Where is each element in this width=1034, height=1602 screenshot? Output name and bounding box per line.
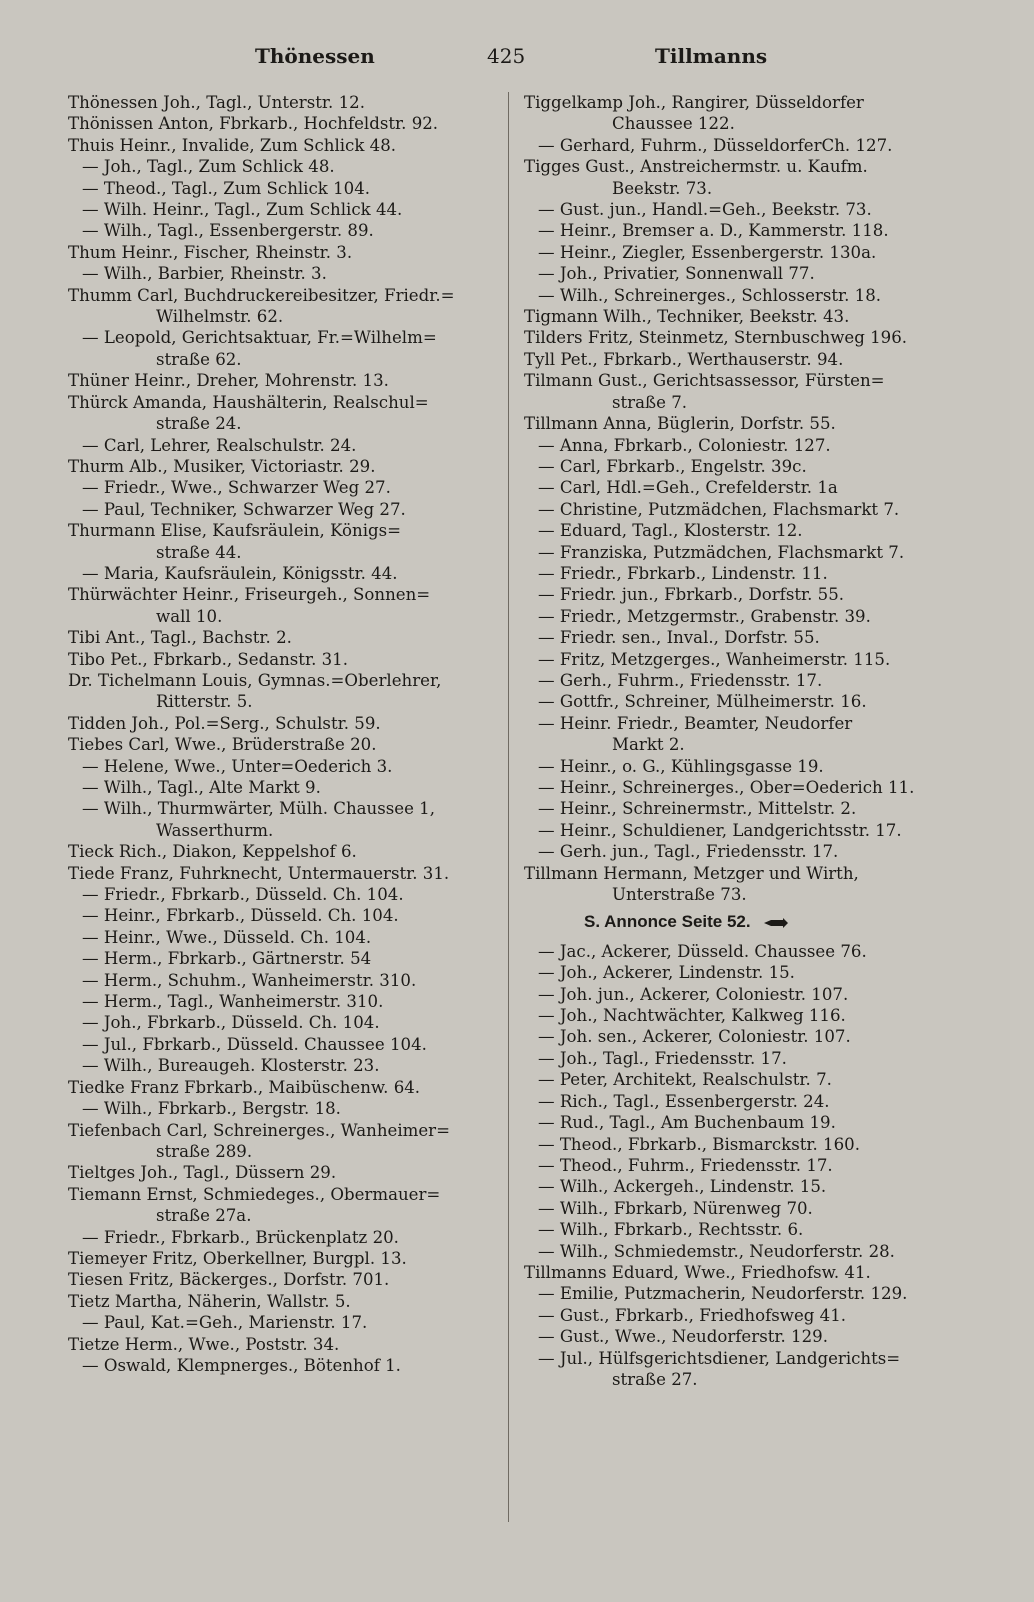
directory-entry	[524, 1155, 976, 1176]
directory-entry	[68, 220, 506, 241]
directory-entry	[524, 1198, 976, 1219]
entry-continuation: straße 27a.	[156, 1206, 252, 1226]
directory-entry	[524, 984, 976, 1005]
directory-entry	[524, 756, 976, 777]
directory-entry	[524, 941, 976, 962]
directory-entry	[68, 991, 506, 1012]
right-column-bottom	[524, 941, 976, 1391]
entry-line: — Paul, Techniker, Schwarzer Weg 27.	[82, 499, 406, 519]
entry-line: — Theod., Tagl., Zum Schlick 104.	[82, 178, 371, 198]
entry-line: Tidden Joh., Pol.=Serg., Schulstr. 59.	[68, 713, 381, 733]
entry-line: — Helene, Wwe., Unter=Oederich 3.	[82, 756, 393, 776]
entry-line: — Heinr., Fbrkarb., Düsseld. Ch. 104.	[82, 906, 399, 926]
directory-entry	[524, 798, 976, 819]
directory-entry	[68, 327, 506, 370]
annonce-text: S. Annonce Seite 52.	[584, 912, 751, 932]
directory-entry	[524, 1134, 976, 1155]
directory-entry	[524, 199, 976, 220]
entry-line: — Wilh., Bureaugeh. Klosterstr. 23.	[82, 1056, 380, 1076]
directory-entry	[524, 456, 976, 477]
directory-entry	[68, 948, 506, 969]
entry-line: Tibo Pet., Fbrkarb., Sedanstr. 31.	[68, 649, 349, 669]
entry-line: — Joh., Tagl., Friedensstr. 17.	[538, 1048, 787, 1068]
directory-entry	[524, 713, 976, 756]
directory-entry	[68, 1034, 506, 1055]
directory-entry	[68, 756, 506, 777]
entry-line: Thürwächter Heinr., Friseurgeh., Sonnen=	[68, 585, 431, 605]
directory-entry	[524, 1005, 976, 1026]
directory-entry	[524, 1241, 976, 1262]
directory-entry	[524, 627, 976, 648]
directory-entry	[68, 927, 506, 948]
page-header	[0, 44, 1034, 74]
entry-continuation: Wasserthurm.	[156, 820, 274, 840]
entry-line: — Leopold, Gerichtsaktuar, Fr.=Wilhelm=	[82, 328, 437, 348]
directory-entry	[68, 135, 506, 156]
right-column	[524, 92, 976, 1390]
entry-line: — Heinr., Schreinerges., Ober=Oederich 11.	[538, 778, 915, 797]
directory-entry	[524, 1305, 976, 1326]
entry-line: — Friedr., Fbrkarb., Düsseld. Ch. 104.	[82, 885, 404, 905]
entry-line: — Herm., Schuhm., Wanheimerstr. 310.	[82, 970, 417, 990]
directory-entry	[68, 627, 506, 648]
entry-continuation: Unterstraße 73.	[612, 885, 747, 905]
directory-entry	[68, 841, 506, 862]
entry-line: Tillmann Hermann, Metzger und Wirth,	[524, 863, 859, 883]
entry-line: — Friedr. jun., Fbrkarb., Dorfstr. 55.	[538, 585, 845, 605]
entry-line: — Theod., Fbrkarb., Bismarckstr. 160.	[538, 1134, 860, 1154]
directory-entry	[524, 606, 976, 627]
entry-line: — Friedr., Fbrkarb., Lindenstr. 11.	[538, 563, 828, 583]
entry-line: Tiedke Franz Fbrkarb., Maibüschenw. 64.	[68, 1077, 421, 1097]
entry-line: — Jac., Ackerer, Düsseld. Chaussee 76.	[538, 941, 867, 961]
directory-entry	[524, 1326, 976, 1347]
entry-line: Thuis Heinr., Invalide, Zum Schlick 48.	[68, 135, 397, 155]
entry-line: — Christine, Putzmädchen, Flachsmarkt 7.	[538, 499, 900, 519]
entry-line: — Rud., Tagl., Am Buchenbaum 19.	[538, 1113, 836, 1133]
directory-entry	[68, 1334, 506, 1355]
directory-entry	[524, 670, 976, 691]
directory-entry	[68, 563, 506, 584]
entry-line: — Friedr., Metzgermstr., Grabenstr. 39.	[538, 606, 871, 626]
entry-line: Tieck Rich., Diakon, Keppelshof 6.	[68, 842, 357, 862]
entry-continuation: straße 62.	[156, 349, 242, 369]
directory-entry	[524, 285, 976, 306]
entry-line: Thüner Heinr., Dreher, Mohrenstr. 13.	[68, 371, 389, 391]
entry-continuation: straße 27.	[612, 1369, 698, 1389]
directory-entry	[68, 1312, 506, 1333]
directory-entry	[68, 863, 506, 884]
directory-entry	[524, 1091, 976, 1112]
entry-line: Thurm Alb., Musiker, Victoriastr. 29.	[68, 456, 376, 476]
entry-line: — Heinr., Schuldiener, Landgerichtsstr. 17.	[538, 820, 902, 840]
entry-continuation: Chaussee 122.	[612, 114, 735, 134]
directory-entry	[68, 905, 506, 926]
entry-line: — Carl, Hdl.=Geh., Crefelderstr. 1a	[538, 478, 838, 498]
left-column	[68, 92, 506, 1376]
entry-line: — Anna, Fbrkarb., Coloniestr. 127.	[538, 435, 831, 455]
entry-line: — Carl, Fbrkarb., Engelstr. 39c.	[538, 456, 807, 476]
directory-entry	[68, 1077, 506, 1098]
directory-entry	[68, 435, 506, 456]
directory-entry	[524, 542, 976, 563]
directory-entry	[524, 1048, 976, 1069]
directory-entry	[524, 242, 976, 263]
directory-entry	[524, 327, 976, 348]
entry-line: — Heinr., o. G., Kühlingsgasse 19.	[538, 756, 824, 776]
entry-line: — Wilh., Fbrkarb, Nürenweg 70.	[538, 1198, 813, 1218]
entry-line: — Wilh. Heinr., Tagl., Zum Schlick 44.	[82, 200, 403, 220]
directory-entry	[524, 820, 976, 841]
entry-continuation: straße 7.	[612, 392, 688, 412]
directory-entry	[68, 285, 506, 328]
entry-continuation: Ritterstr. 5.	[156, 692, 253, 712]
entry-line: Thumm Carl, Buchdruckereibesitzer, Friedr.=	[68, 285, 455, 305]
entry-line: — Gust., Fbrkarb., Friedhofsweg 41.	[538, 1305, 847, 1325]
entry-line: Tigges Gust., Anstreichermstr. u. Kaufm.	[524, 157, 868, 177]
entry-line: Tiebes Carl, Wwe., Brüderstraße 20.	[68, 735, 377, 755]
directory-entry	[524, 92, 976, 135]
entry-line: — Friedr. sen., Inval., Dorfstr. 55.	[538, 628, 820, 648]
entry-line: Tigmann Wilh., Techniker, Beekstr. 43.	[524, 307, 850, 327]
entry-line: Tietz Martha, Näherin, Wallstr. 5.	[68, 1291, 351, 1311]
entry-line: — Herm., Fbrkarb., Gärtnerstr. 54	[82, 949, 372, 969]
directory-entry	[524, 135, 976, 156]
directory-entry	[524, 1069, 976, 1090]
entry-line: Tiefenbach Carl, Schreinerges., Wanheimer=	[68, 1120, 451, 1140]
entry-line: Thurmann Elise, Kaufsräulein, Königs=	[68, 521, 402, 541]
entry-line: — Wilh., Schreinerges., Schlosserstr. 18.	[538, 285, 882, 305]
entry-line: Thum Heinr., Fischer, Rheinstr. 3.	[68, 242, 353, 262]
entry-line: — Heinr., Ziegler, Essenbergerstr. 130a.	[538, 242, 877, 262]
directory-entry	[68, 1120, 506, 1163]
entry-line: — Wilh., Fbrkarb., Bergstr. 18.	[82, 1099, 341, 1119]
directory-entry	[68, 1162, 506, 1183]
entry-line: — Heinr., Wwe., Düsseld. Ch. 104.	[82, 927, 372, 947]
header-left-keyword: Thönessen	[255, 44, 375, 68]
entry-line: — Wilh., Fbrkarb., Rechtsstr. 6.	[538, 1220, 804, 1240]
entry-line: Tillmanns Eduard, Wwe., Friedhofsw. 41.	[524, 1262, 871, 1282]
entry-line: — Jul., Hülfsgerichtsdiener, Landgerichts=	[538, 1348, 901, 1368]
directory-entry	[524, 962, 976, 983]
directory-entry	[68, 456, 506, 477]
entry-line: — Emilie, Putzmacherin, Neudorferstr. 129.	[538, 1284, 908, 1304]
directory-entry	[524, 1219, 976, 1240]
directory-entry	[68, 713, 506, 734]
directory-entry	[524, 649, 976, 670]
entry-line: Tilders Fritz, Steinmetz, Sternbuschweg 196.	[524, 328, 908, 348]
entry-line: Tiesen Fritz, Bäckerges., Dorfstr. 701.	[68, 1270, 390, 1290]
directory-entry	[68, 970, 506, 991]
entry-line: — Heinr., Bremser a. D., Kammerstr. 118.	[538, 221, 889, 241]
entry-line: — Friedr., Wwe., Schwarzer Weg 27.	[82, 478, 391, 498]
entry-continuation: Markt 2.	[612, 735, 685, 755]
page-number: 425	[487, 44, 526, 68]
directory-entry	[524, 1026, 976, 1047]
directory-entry	[68, 370, 506, 391]
directory-entry	[68, 520, 506, 563]
entry-continuation: Beekstr. 73.	[612, 178, 713, 198]
entry-line: — Wilh., Tagl., Essenbergerstr. 89.	[82, 221, 374, 241]
directory-entry	[524, 1176, 976, 1197]
directory-entry	[68, 1227, 506, 1248]
directory-entry	[524, 1112, 976, 1133]
entry-line: — Eduard, Tagl., Klosterstr. 12.	[538, 521, 803, 541]
entry-line: — Heinr., Schreinermstr., Mittelstr. 2.	[538, 799, 857, 819]
directory-entry	[68, 113, 506, 134]
entry-continuation: straße 44.	[156, 542, 242, 562]
entry-line: — Maria, Kaufsräulein, Königsstr. 44.	[82, 563, 398, 583]
entry-line: — Heinr. Friedr., Beamter, Neudorfer	[538, 713, 853, 733]
entry-line: — Franziska, Putzmädchen, Flachsmarkt 7.	[538, 542, 905, 562]
entry-line: — Wilh., Tagl., Alte Markt 9.	[82, 778, 321, 797]
entry-line: — Oswald, Klempnerges., Bötenhof 1.	[82, 1355, 401, 1375]
directory-entry	[68, 584, 506, 627]
entry-line: — Wilh., Ackergeh., Lindenstr. 15.	[538, 1177, 827, 1197]
directory-entry	[68, 92, 506, 113]
entry-line: — Gust. jun., Handl.=Geh., Beekstr. 73.	[538, 200, 872, 220]
directory-entry	[524, 156, 976, 199]
entry-line: Tilmann Gust., Gerichtsassessor, Fürsten=	[524, 371, 885, 391]
directory-entry	[68, 670, 506, 713]
directory-entry	[524, 1262, 976, 1283]
entry-line: — Jul., Fbrkarb., Düsseld. Chaussee 104.	[82, 1034, 427, 1054]
pointing-hand-icon	[763, 917, 789, 929]
right-column-top	[524, 92, 976, 905]
header-right-keyword: Tillmanns	[655, 44, 768, 68]
directory-entry	[68, 1055, 506, 1076]
directory-entry	[68, 156, 506, 177]
directory-entry	[524, 520, 976, 541]
entry-line: Tiede Franz, Fuhrknecht, Untermauerstr. 31.	[68, 863, 450, 883]
entry-line: — Wilh., Barbier, Rheinstr. 3.	[82, 264, 327, 284]
directory-entry	[68, 199, 506, 220]
entry-line: — Joh. sen., Ackerer, Coloniestr. 107.	[538, 1027, 851, 1047]
entry-line: — Joh. jun., Ackerer, Coloniestr. 107.	[538, 984, 849, 1004]
directory-entry	[524, 841, 976, 862]
directory-entry	[524, 413, 976, 434]
directory-entry	[524, 584, 976, 605]
entry-line: Tieltges Joh., Tagl., Düssern 29.	[68, 1163, 337, 1183]
entry-line: Tiggelkamp Joh., Rangirer, Düsseldorfer	[524, 93, 864, 112]
entry-line: — Paul, Kat.=Geh., Marienstr. 17.	[82, 1313, 368, 1333]
entry-line: Tiemann Ernst, Schmiedeges., Obermauer=	[68, 1184, 441, 1204]
directory-entry	[524, 263, 976, 284]
directory-entry	[68, 1269, 506, 1290]
directory-entry	[68, 1291, 506, 1312]
directory-entry	[524, 499, 976, 520]
entry-line: — Peter, Architekt, Realschulstr. 7.	[538, 1070, 832, 1090]
entry-line: — Gerh., Fuhrm., Friedensstr. 17.	[538, 670, 823, 690]
directory-entry	[524, 863, 976, 906]
entry-continuation: wall 10.	[156, 606, 223, 626]
entry-line: Tiemeyer Fritz, Oberkellner, Burgpl. 13.	[68, 1248, 407, 1268]
directory-entry	[68, 884, 506, 905]
annonce-notice	[524, 911, 976, 932]
entry-line: Tillmann Anna, Büglerin, Dorfstr. 55.	[524, 414, 836, 434]
entry-line: — Gerhard, Fuhrm., DüsseldorferCh. 127.	[538, 135, 893, 155]
entry-line: — Joh., Ackerer, Lindenstr. 15.	[538, 963, 795, 983]
directory-entry	[68, 499, 506, 520]
entry-continuation: straße 289.	[156, 1141, 253, 1161]
entry-line: — Wilh., Thurmwärter, Mülh. Chaussee 1,	[82, 799, 436, 819]
entry-line: — Theod., Fuhrm., Friedensstr. 17.	[538, 1155, 833, 1175]
entry-line: — Carl, Lehrer, Realschulstr. 24.	[82, 435, 357, 455]
entry-line: — Gottfr., Schreiner, Mülheimerstr. 16.	[538, 692, 867, 712]
entry-line: — Joh., Fbrkarb., Düsseld. Ch. 104.	[82, 1013, 380, 1033]
entry-line: — Gust., Wwe., Neudorferstr. 129.	[538, 1327, 828, 1347]
entry-line: — Joh., Tagl., Zum Schlick 48.	[82, 157, 335, 177]
entry-continuation: straße 24.	[156, 414, 242, 434]
directory-entry	[524, 691, 976, 712]
entry-line: — Rich., Tagl., Essenbergerstr. 24.	[538, 1091, 830, 1111]
directory-entry	[524, 349, 976, 370]
directory-entry	[68, 1012, 506, 1033]
directory-entry	[524, 563, 976, 584]
entry-line: Thürck Amanda, Haushälterin, Realschul=	[68, 392, 429, 412]
directory-entry	[68, 392, 506, 435]
entry-line: Tyll Pet., Fbrkarb., Werthauserstr. 94.	[524, 349, 844, 369]
entry-line: — Fritz, Metzgerges., Wanheimerstr. 115.	[538, 649, 891, 669]
directory-entry	[68, 1355, 506, 1376]
directory-entry	[68, 777, 506, 798]
directory-entry	[68, 1248, 506, 1269]
entry-continuation: Wilhelmstr. 62.	[156, 307, 284, 327]
entry-line: — Joh., Privatier, Sonnenwall 77.	[538, 264, 815, 284]
directory-entry	[68, 263, 506, 284]
entry-line: Thönessen Joh., Tagl., Unterstr. 12.	[68, 93, 365, 112]
entry-line: — Herm., Tagl., Wanheimerstr. 310.	[82, 992, 384, 1012]
directory-entry	[68, 798, 506, 841]
directory-entry	[68, 734, 506, 755]
entry-line: Dr. Tichelmann Louis, Gymnas.=Oberlehrer,	[68, 670, 442, 690]
directory-entry	[68, 1098, 506, 1119]
directory-entry	[524, 777, 976, 798]
directory-entry	[524, 306, 976, 327]
entry-line: Thönissen Anton, Fbrkarb., Hochfeldstr. 92.	[68, 114, 439, 134]
directory-entry	[68, 649, 506, 670]
directory-entry	[68, 1184, 506, 1227]
directory-entry	[68, 242, 506, 263]
directory-entry	[68, 178, 506, 199]
entry-line: Tietze Herm., Wwe., Poststr. 34.	[68, 1334, 340, 1354]
entry-line: — Gerh. jun., Tagl., Friedensstr. 17.	[538, 842, 839, 862]
directory-entry	[524, 1348, 976, 1391]
directory-entry	[524, 220, 976, 241]
directory-entry	[68, 477, 506, 498]
entry-line: — Friedr., Fbrkarb., Brückenplatz 20.	[82, 1227, 399, 1247]
directory-entry	[524, 1283, 976, 1304]
entry-line: — Joh., Nachtwächter, Kalkweg 116.	[538, 1006, 846, 1026]
column-divider	[508, 92, 509, 1522]
directory-entry	[524, 370, 976, 413]
directory-entry	[524, 435, 976, 456]
entry-line: — Wilh., Schmiedemstr., Neudorferstr. 28.	[538, 1241, 895, 1261]
directory-entry	[524, 477, 976, 498]
entry-line: Tibi Ant., Tagl., Bachstr. 2.	[68, 628, 292, 648]
